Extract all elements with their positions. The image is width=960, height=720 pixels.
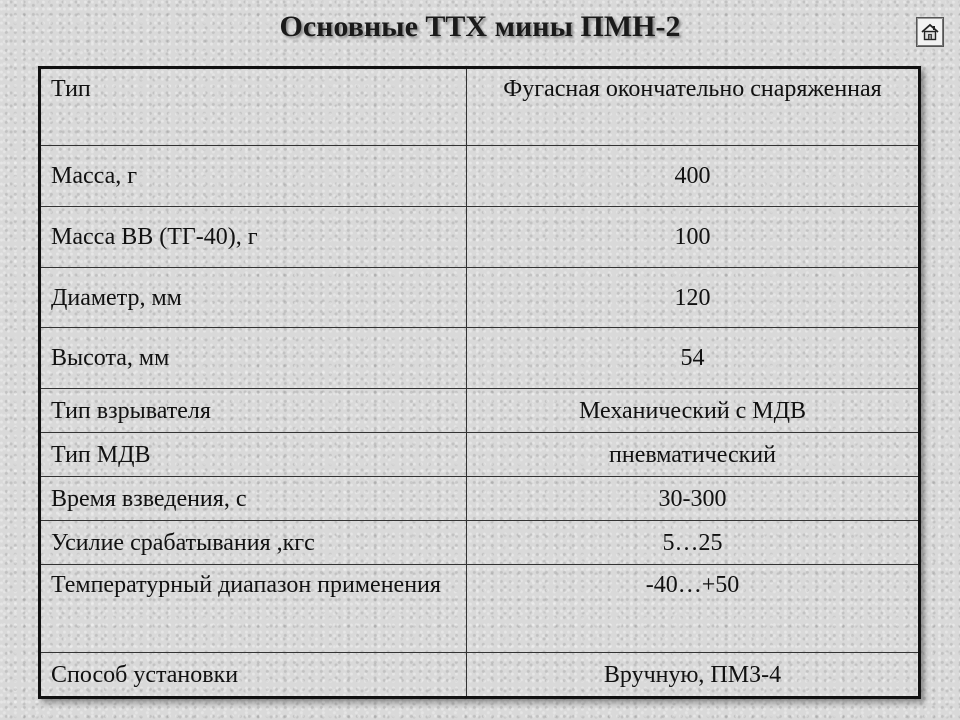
page-title: Основные ТТХ мины ПМН-2 — [279, 10, 681, 43]
home-button[interactable] — [916, 17, 944, 47]
specs-table — [38, 66, 921, 699]
row-value: -40…+50 — [467, 565, 920, 653]
row-value: Фугасная окончательно снаряженная — [467, 68, 920, 146]
row-value: 54 — [467, 328, 920, 389]
row-label: Температурный диапазон применения — [40, 565, 467, 653]
table-row — [40, 653, 920, 698]
table-row — [40, 268, 920, 328]
table-row — [40, 68, 920, 146]
row-value: 120 — [467, 268, 920, 328]
row-label: Масса ВВ (ТГ-40), г — [40, 207, 467, 268]
row-label: Усилие срабатывания ,кгс — [40, 521, 467, 565]
row-value: Механический с МДВ — [467, 389, 920, 433]
row-label: Высота, мм — [40, 328, 467, 389]
row-label: Время взведения, с — [40, 477, 467, 521]
row-value: Вручную, ПМЗ-4 — [467, 653, 920, 698]
home-icon — [920, 22, 940, 42]
table-row — [40, 146, 920, 207]
row-label: Способ установки — [40, 653, 467, 698]
row-value: 30-300 — [467, 477, 920, 521]
table-row — [40, 328, 920, 389]
table-row — [40, 477, 920, 521]
row-label: Тип — [40, 68, 467, 146]
row-value: 5…25 — [467, 521, 920, 565]
table-row — [40, 433, 920, 477]
table-row — [40, 565, 920, 653]
row-label: Диаметр, мм — [40, 268, 467, 328]
table-row — [40, 207, 920, 268]
row-label: Масса, г — [40, 146, 467, 207]
row-value: 400 — [467, 146, 920, 207]
table-row — [40, 521, 920, 565]
row-label: Тип взрывателя — [40, 389, 467, 433]
row-value: 100 — [467, 207, 920, 268]
row-value: пневматический — [467, 433, 920, 477]
table-row — [40, 389, 920, 433]
row-label: Тип МДВ — [40, 433, 467, 477]
